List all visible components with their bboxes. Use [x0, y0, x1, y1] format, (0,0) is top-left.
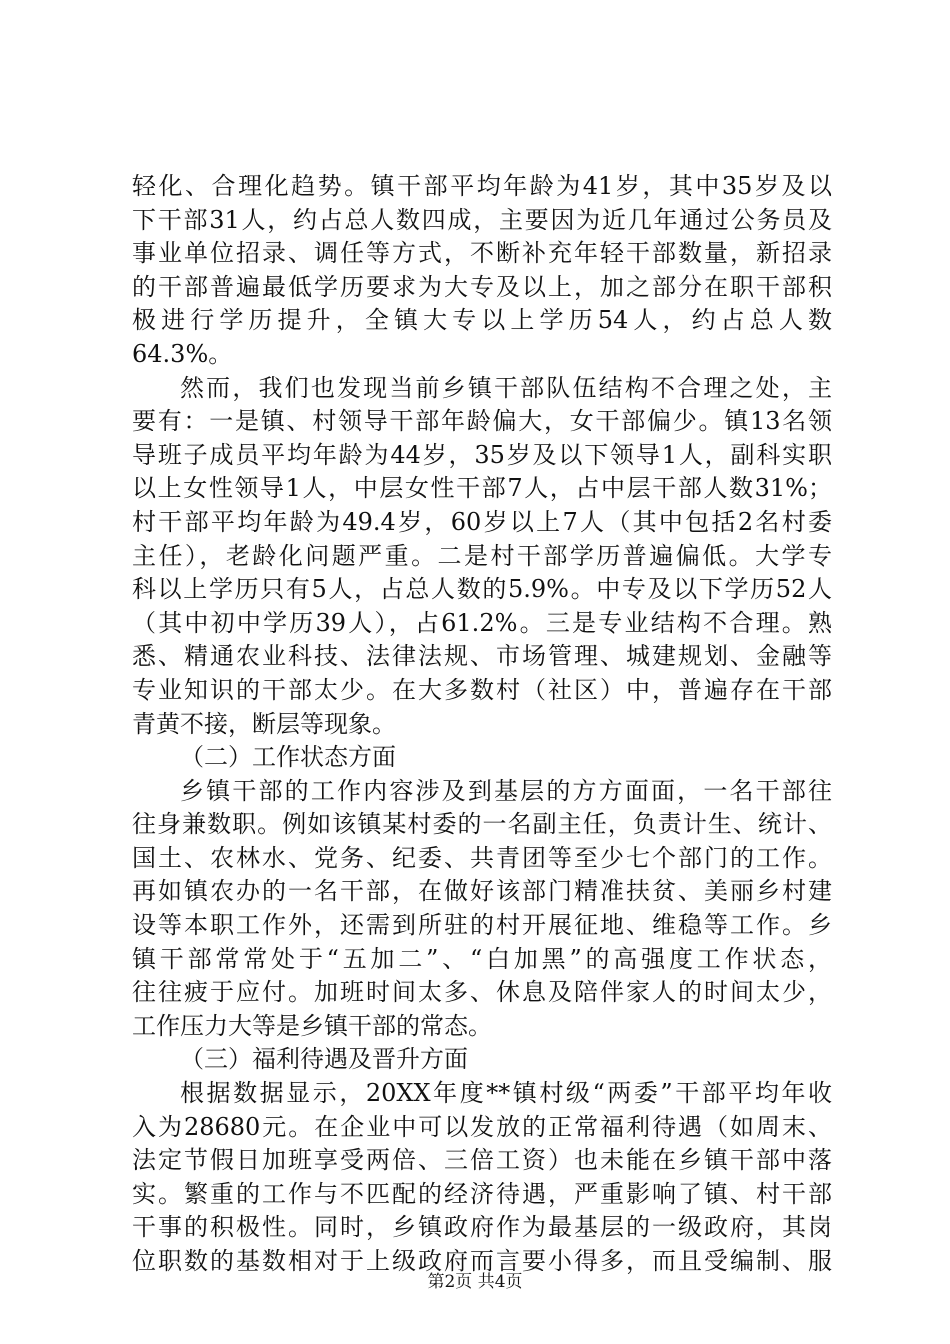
- text-line: 主任），老龄化问题严重。二是村干部学历普遍偏低。大学专: [132, 541, 832, 570]
- text-line: 实。繁重的工作与不匹配的经济待遇，严重影响了镇、村干部: [132, 1179, 832, 1208]
- text-line: 再如镇农办的一名干部，在做好该部门精准扶贫、美丽乡村建: [132, 877, 832, 906]
- text-line: 64.3%。: [132, 339, 233, 368]
- text-line: 往身兼数职。例如该镇某村委的一名副主任，负责计生、统计、: [132, 810, 832, 839]
- text-line: 然而，我们也发现当前乡镇干部队伍结构不合理之处，主: [180, 373, 832, 402]
- text-line: 法定节假日加班享受两倍、三倍工资）也未能在乡镇干部中落: [132, 1146, 832, 1175]
- text-line: 下干部31人，约占总人数四成，主要因为近几年通过公务员及: [132, 205, 832, 234]
- text-line: 要有：一是镇、村领导干部年龄偏大，女干部偏少。镇13名领: [132, 407, 832, 436]
- text-line: 往往疲于应付。加班时间太多、休息及陪伴家人的时间太少，: [132, 978, 832, 1007]
- text-line: 悉、精通农业科技、法律法规、市场管理、城建规划、金融等: [132, 642, 832, 671]
- text-line: 镇干部常常处于“五加二”、“白加黑”的高强度工作状态，: [132, 944, 832, 973]
- text-line: （三）福利待遇及晋升方面: [180, 1045, 468, 1074]
- text-line: 极进行学历提升，全镇大专以上学历54人，约占总人数: [132, 306, 832, 335]
- text-line: 科以上学历只有5人，占总人数的5.9%。中专及以下学历52人: [132, 575, 832, 604]
- text-line: 干事的积极性。同时，乡镇政府作为最基层的一级政府，其岗: [132, 1213, 832, 1242]
- text-line: 青黄不接，断层等现象。: [132, 709, 396, 738]
- text-line: 导班子成员平均年龄为44岁，35岁及以下领导1人，副科实职: [132, 440, 832, 469]
- text-line: 以上女性领导1人，中层女性干部7人，占中层干部人数31%；: [132, 474, 832, 503]
- text-line: 轻化、合理化趋势。镇干部平均年龄为41岁，其中35岁及以: [132, 172, 832, 200]
- text-line: 乡镇干部的工作内容涉及到基层的方方面面，一名干部往: [180, 776, 832, 805]
- text-line: 国土、农林水、党务、纪委、共青团等至少七个部门的工作。: [132, 843, 832, 872]
- text-line: 入为28680元。在企业中可以发放的正常福利待遇（如周末、: [132, 1112, 832, 1141]
- body-text: [132, 170, 832, 1279]
- text-line: 村干部平均年龄为49.4岁，60岁以上7人（其中包括2名村委: [132, 507, 832, 536]
- text-line: 设等本职工作外，还需到所驻的村开展征地、维稳等工作。乡: [132, 911, 832, 940]
- text-line: 事业单位招录、调任等方式，不断补充年轻干部数量，新招录: [132, 239, 832, 268]
- text-line: 工作压力大等是乡镇干部的常态。: [132, 1011, 492, 1040]
- page-footer: 第2页 共4页: [427, 1272, 523, 1292]
- text-line: 的干部普遍最低学历要求为大专及以上，加之部分在职干部积: [132, 272, 832, 301]
- text-line: 根据数据显示，20XX年度**镇村级“两委”干部平均年收: [180, 1079, 832, 1108]
- text-line: （二）工作状态方面: [180, 743, 396, 772]
- text-line: 专业知识的干部太少。在大多数村（社区）中，普遍存在干部: [132, 675, 832, 704]
- text-line: （其中初中学历39人），占61.2%。三是专业结构不合理。熟: [132, 608, 832, 637]
- text-line: 位职数的基数相对于上级政府而言要小得多，而且受编制、服: [132, 1247, 832, 1275]
